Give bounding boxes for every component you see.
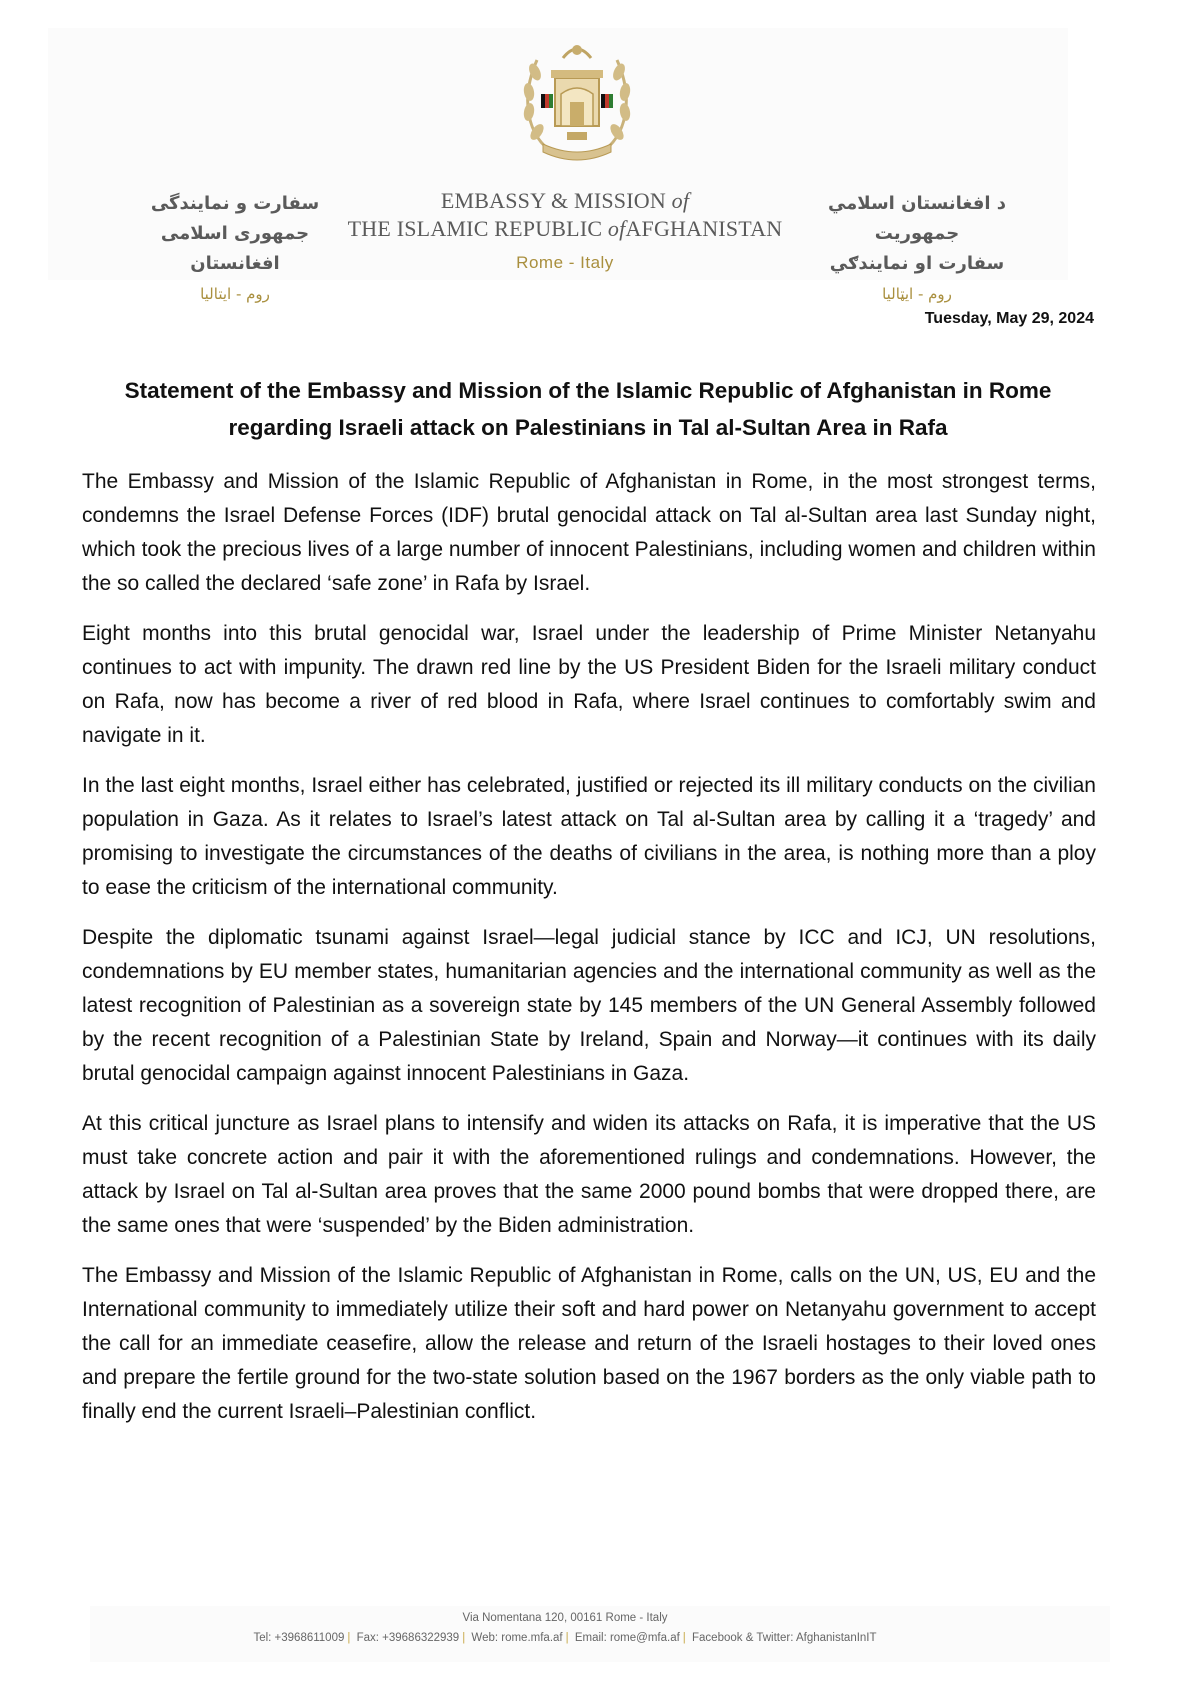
english-line-2: THE ISLAMIC REPUBLIC ofAFGHANISTAN — [347, 216, 783, 241]
document-date: Tuesday, May 29, 2024 — [924, 310, 1094, 327]
footer-email[interactable]: Email: rome@mfa.af — [574, 1632, 680, 1644]
footer-tel: Tel: +3968611009 — [253, 1632, 345, 1644]
english-line-1: EMBASSY & MISSION of — [440, 188, 690, 213]
english-letterhead — [340, 187, 790, 273]
paragraph-3: In the last eight months, Israel either has celebrated, justified or rejected its ill military conducts on the civilian population in Gaza. As it relates to Israel’s latest attack on Tal al-Sultan area by calling it a ‘tragedy’ and promising to investigate the circumstances of the deaths of civilians in the area, is nothing more than a ploy to ease the criticism of the international community. — [82, 774, 1096, 899]
pashto-line-1: د افغانستان اسلامي جمهوريت — [827, 193, 1007, 244]
paragraph-6: The Embassy and Mission of the Islamic Republic of Afghanistan in Rome, calls on the UN, US, EU and the International community to immediately utilize their soft and hard power on Netanyahu government to accept the call for an immediate ceasefire, allow the release and return of the Israeli hostages to their loved ones and prepare the fertile ground for the two-state solution based on the 1967 borders as the only viable path to finally end the current Israeli–Palestinian conflict. — [82, 1264, 1096, 1423]
footer-web[interactable]: Web: rome.mfa.af — [471, 1632, 563, 1644]
english-city: Rome - Italy — [516, 253, 614, 272]
pashto-line-2: سفارت او نمايندګي — [829, 253, 1005, 274]
footer-social: Facebook & Twitter: AfghanistanInIT — [692, 1632, 877, 1644]
footer-contact: Tel: +3968611009 | Fax: +39686322939 | Web: rome.mfa.af | Email: rome@mfa.af | Facebook & Twitter: AfghanistanInIT — [253, 1632, 877, 1644]
paragraph-1: The Embassy and Mission of the Islamic Republic of Afghanistan in Rome, in the most strongest terms, condemns the Israel Defense Forces (IDF) brutal genocidal attack on Tal al-Sultan area last Sunday night, which took the precious lives of a large number of innocent Palestinians, including women and children within the so called the declared ‘safe zone’ in Rafa by Israel. — [82, 470, 1096, 595]
dari-city: روم - ایتالیا — [200, 285, 270, 303]
pashto-letterhead — [802, 189, 1032, 303]
pashto-city: روم - ايټاليا — [882, 285, 952, 303]
dari-line-1: سفارت و نمایندگی — [150, 193, 320, 214]
paragraph-4: Despite the diplomatic tsunami against Israel—legal judicial stance by ICC and ICJ, UN resolutions, condemnations by EU member states, humanitarian agencies and the international community as well as the latest recognition of Palestinian as a sovereign state by 145 members of the UN General Assembly followed by the recent recognition of a Palestinian State by Ireland, Spain and Norway—it continues with its daily brutal genocidal campaign against innocent Palestinians in Gaza. — [82, 926, 1096, 1085]
title-line-2: regarding Israeli attack on Palestinians in Tal al-Sultan Area in Rafa — [228, 415, 948, 440]
footer-address: Via Nomentana 120, 00161 Rome - Italy — [462, 1612, 668, 1624]
statement-title — [80, 372, 1096, 446]
paragraph-2: Eight months into this brutal genocidal war, Israel under the leadership of Prime Minister Netanyahu continues to act with impunity. The drawn red line by the US President Biden for the Israeli military conduct on Rafa, now has become a river of red blood in Rafa, where Israel continues to comfortably swim and navigate in it. — [82, 622, 1096, 747]
footer-fax: Fax: +39686322939 — [356, 1632, 460, 1644]
dari-letterhead — [120, 189, 350, 303]
dari-line-2: جمهوری اسلامی افغانستان — [160, 223, 310, 274]
title-line-1: Statement of the Embassy and Mission of the Islamic Republic of Afghanistan in Rome — [124, 378, 1052, 403]
paragraph-5: At this critical juncture as Israel plans to intensify and widen its attacks on Rafa, it is imperative that the US must take concrete action and pair it with the aforementioned rulings and condemnations. However, the attack by Israel on Tal al-Sultan area proves that the same 2000 pound bombs that were dropped there, are the same ones that were ‘suspended’ by the Biden administration. — [82, 1112, 1096, 1237]
statement-body — [82, 465, 1096, 1445]
afghanistan-national-emblem-icon — [515, 36, 639, 168]
